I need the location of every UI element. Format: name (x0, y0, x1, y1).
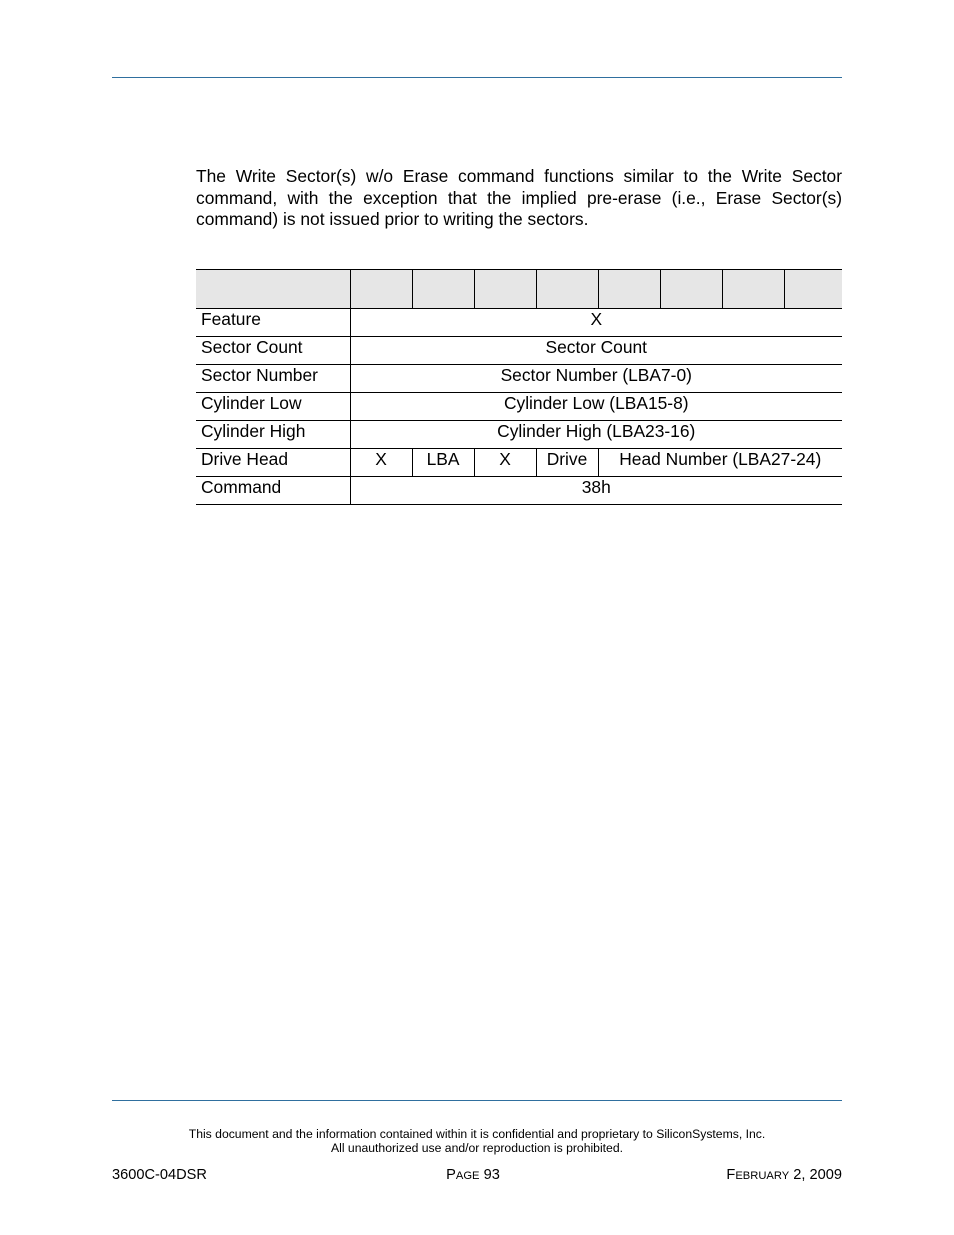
header-cell-bit (722, 270, 784, 309)
table-row-feature (196, 309, 842, 337)
header-cell-bit (412, 270, 474, 309)
header-cell-bit (350, 270, 412, 309)
document-id: 3600C-04DSR (112, 1167, 207, 1183)
row-label: Cylinder High (196, 421, 350, 449)
body-paragraph: The Write Sector(s) w/o Erase command functions similar to the Write Sector command, with the exception that the implied pre-erase (i.e., Erase Sector(s) command) is not issued prior to writing the sectors. (196, 166, 842, 229)
drive-head-bit7: X (350, 449, 412, 477)
row-value: X (350, 309, 842, 337)
row-value: Sector Count (350, 337, 842, 365)
page-prefix-rest: AGE (455, 1170, 480, 1182)
row-value: Cylinder Low (LBA15-8) (350, 393, 842, 421)
table-header-row (196, 270, 842, 309)
row-value: Sector Number (LBA7-0) (350, 365, 842, 393)
footer-row (112, 1167, 842, 1187)
header-cell-bit (598, 270, 660, 309)
footer-rule (112, 1100, 842, 1101)
row-label: Feature (196, 309, 350, 337)
date-rest: EBRUARY (735, 1170, 790, 1182)
row-label: Command (196, 477, 350, 505)
table-row-cylinder-high (196, 421, 842, 449)
date-tail: 2, 2009 (793, 1167, 842, 1183)
drive-head-head-number: Head Number (LBA27-24) (598, 449, 842, 477)
table-row-sector-count (196, 337, 842, 365)
document-date (726, 1167, 842, 1183)
header-cell-bit (474, 270, 536, 309)
row-label: Cylinder Low (196, 393, 350, 421)
drive-head-bit4: Drive (536, 449, 598, 477)
row-value: Cylinder High (LBA23-16) (350, 421, 842, 449)
drive-head-bit5: X (474, 449, 536, 477)
page-prefix-cap: P (446, 1167, 456, 1183)
header-rule (112, 77, 842, 78)
header-cell-bit (536, 270, 598, 309)
table-row-command (196, 477, 842, 505)
row-value: 38h (350, 477, 842, 505)
notice-line: All unauthorized use and/or reproduction is prohibited. (330, 1140, 623, 1155)
confidentiality-notice (112, 1128, 842, 1155)
drive-head-bit6: LBA (412, 449, 474, 477)
notice-line: This document and the information contained within it is confidential and proprietary to SiliconSystems, Inc. (188, 1127, 766, 1141)
register-table (196, 269, 842, 505)
row-label: Sector Number (196, 365, 350, 393)
header-cell-register (196, 270, 350, 309)
table-row-sector-number (196, 365, 842, 393)
header-cell-bit (784, 270, 842, 309)
page-number: 93 (483, 1167, 500, 1183)
date-cap: F (726, 1167, 736, 1183)
header-cell-bit (660, 270, 722, 309)
table-row-cylinder-low (196, 393, 842, 421)
row-label: Sector Count (196, 337, 350, 365)
row-label: Drive Head (196, 449, 350, 477)
table-row-drive-head (196, 449, 842, 477)
